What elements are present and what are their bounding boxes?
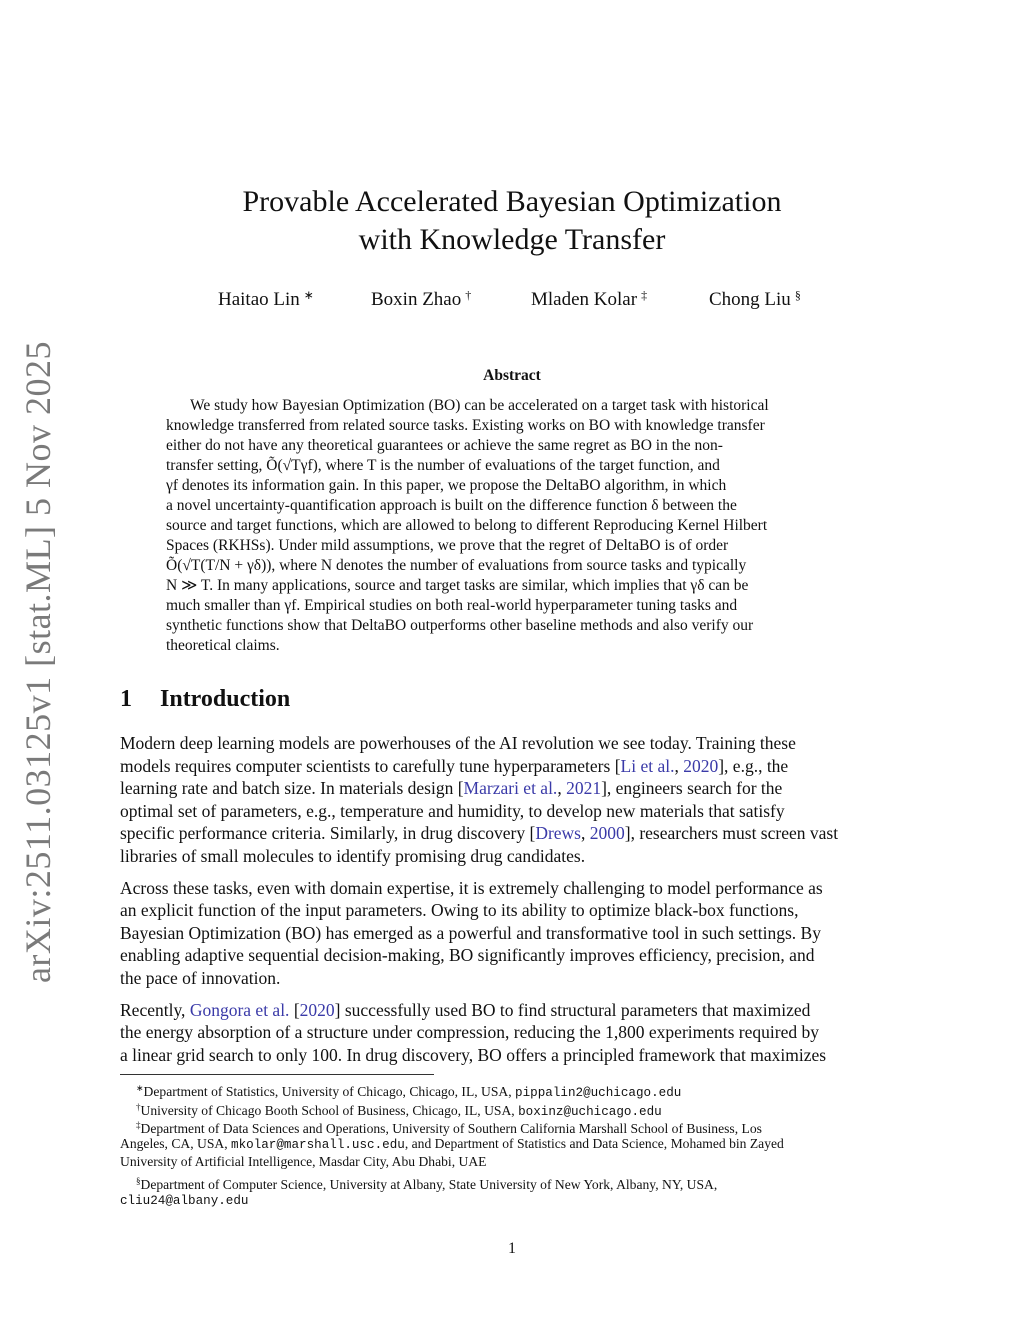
- body-line: the energy absorption of a structure under compression, reducing the 1,800 experiments required by: [120, 1022, 819, 1043]
- footnote-affiliation-liu: §Department of Computer Science, University at Albany, State University of New York, Albany, NY, USA, cliu24@albany.edu: [120, 1175, 718, 1208]
- abstract-line: Õ(√T(T/N + γδ)), where N denotes the number of evaluations from source tasks and typically: [166, 557, 747, 574]
- footnote-affiliation-lin: ∗Department of Statistics, University of Chicago, Chicago, IL, USA, pippalin2@uchicago.edu: [136, 1083, 682, 1100]
- abstract-line: knowledge transferred from related source tasks. Existing works on BO with knowledge transfer: [166, 417, 765, 434]
- arxiv-id-text: arXiv:2511.03125v1 [stat.ML] 5 Nov 2025: [18, 340, 58, 984]
- citation-link[interactable]: Li et al.: [620, 755, 675, 776]
- abstract-body: [166, 396, 858, 656]
- citation-link[interactable]: Marzari et al.: [463, 778, 558, 799]
- body-line-with-citation: specific performance criteria. Similarly, in drug discovery [Drews, 2000], researchers must screen vast: [120, 823, 839, 844]
- footnote-affiliation-zhao: †University of Chicago Booth School of Business, Chicago, IL, USA, boxinz@uchicago.edu: [136, 1101, 662, 1119]
- paragraph-2: [120, 877, 904, 990]
- abstract-line: either do not have any theoretical guarantees or achieve the same regret as BO in the non-: [166, 437, 723, 454]
- email-link[interactable]: boxinz@uchicago.edu: [518, 1104, 662, 1119]
- citation-link[interactable]: 2000: [589, 823, 625, 844]
- author-chong-liu: Chong Liu §: [709, 288, 801, 310]
- abstract-line: We study how Bayesian Optimization (BO) can be accelerated on a target task with historical: [190, 397, 769, 414]
- footnote-mark[interactable]: ‡: [641, 288, 648, 302]
- body-line: Bayesian Optimization (BO) has emerged as a powerful and transformative tool in such settings. By: [120, 922, 821, 943]
- body-line: enabling adaptive sequential decision-making, BO significantly improves efficiency, precision, and: [120, 945, 815, 966]
- body-line: optimal set of parameters, e.g., temperature and humidity, to develop new materials that satisfy: [120, 800, 785, 821]
- section-number: 1: [120, 686, 132, 712]
- abstract-line: synthetic functions show that DeltaBO outperforms other baseline methods and also verify our: [166, 617, 754, 634]
- footnotes: [120, 1079, 904, 1209]
- citation-link[interactable]: 2020: [683, 755, 719, 776]
- body-line: an explicit function of the input parameters. Owing to its ability to optimize black-box functions,: [120, 900, 799, 921]
- title-line-2: with Knowledge Transfer: [358, 223, 666, 256]
- citation-link[interactable]: Drews: [535, 823, 581, 844]
- email-link[interactable]: pippalin2@uchicago.edu: [515, 1086, 682, 1100]
- citation-link[interactable]: 2020: [299, 999, 335, 1020]
- footnote-mark[interactable]: †: [465, 288, 472, 302]
- abstract-line: γf denotes its information gain. In this paper, we propose the DeltaBO algorithm, in which: [166, 477, 727, 494]
- abstract-line: transfer setting, Õ(√Tγf), where T is the number of evaluations of the target function, and: [166, 457, 720, 474]
- paragraph-1: [120, 732, 904, 868]
- section-heading-introduction: [120, 686, 290, 713]
- body-line-with-citation: models requires computer scientists to carefully tune hyperparameters [Li et al., 2020], e.g., the: [120, 755, 789, 776]
- author-boxin-zhao: Boxin Zhao †: [371, 288, 472, 310]
- author-mladen-kolar: Mladen Kolar ‡: [531, 288, 648, 310]
- footnote-mark[interactable]: ∗: [303, 288, 314, 302]
- abstract-line: source and target functions, which are allowed to belong to different Reproducing Kernel Hilbert: [166, 517, 768, 534]
- abstract-line: N ≫ T. In many applications, source and target tasks are similar, which implies that γδ can be: [166, 577, 749, 594]
- abstract-line: Spaces (RKHSs). Under mild assumptions, we prove that the regret of DeltaBO is of order: [166, 537, 729, 554]
- citation-link[interactable]: Gongora et al.: [189, 999, 290, 1020]
- footnote-divider: [120, 1074, 434, 1075]
- body-line: the pace of innovation.: [120, 967, 281, 988]
- section-title: Introduction: [160, 686, 291, 712]
- citation-link[interactable]: 2021: [566, 778, 602, 799]
- author-list: [0, 288, 1024, 318]
- body-line-with-citation: Recently, Gongora et al. [2020] successfully used BO to find structural parameters that maximized: [120, 999, 811, 1020]
- introduction-body: [120, 732, 904, 1075]
- body-line-with-citation: learning rate and batch size. In materials design [Marzari et al., 2021], engineers search for the: [120, 778, 783, 799]
- paper-title: [0, 183, 1024, 259]
- body-line: a linear grid search to only 100. In drug discovery, BO offers a principled framework that maximizes: [120, 1044, 827, 1065]
- body-line: Across these tasks, even with domain expertise, it is extremely challenging to model performance as: [120, 877, 823, 898]
- page-number: 1: [508, 1240, 516, 1257]
- author-haitao-lin: Haitao Lin ∗: [218, 288, 314, 310]
- body-line: libraries of small molecules to identify promising drug candidates.: [120, 845, 586, 866]
- abstract-line: much smaller than γf. Empirical studies on both real-world hyperparameter tuning tasks and: [166, 597, 738, 614]
- paragraph-3: [120, 999, 904, 1067]
- footnote-affiliation-kolar: ‡Department of Data Sciences and Operations, University of Southern California Marshall School of Business, Los Angeles, CA, USA, mkolar@marshall.usc.edu, and Department of Statistics and Data Science, Mohamed bin Zayed University of Artificial Intelligence, Masdar City, Abu Dhabi, UAE: [120, 1120, 784, 1170]
- email-link[interactable]: cliu24@albany.edu: [120, 1193, 249, 1208]
- footnote-mark[interactable]: §: [794, 288, 801, 302]
- abstract-heading: Abstract: [483, 367, 541, 384]
- abstract-line: theoretical claims.: [166, 637, 280, 654]
- abstract-line: a novel uncertainty-quantification approach is built on the difference function δ between the: [166, 497, 737, 514]
- email-link[interactable]: mkolar@marshall.usc.edu: [231, 1137, 405, 1152]
- title-line-1: Provable Accelerated Bayesian Optimization: [242, 185, 782, 218]
- body-line: Modern deep learning models are powerhouses of the AI revolution we see today. Training these: [120, 733, 796, 753]
